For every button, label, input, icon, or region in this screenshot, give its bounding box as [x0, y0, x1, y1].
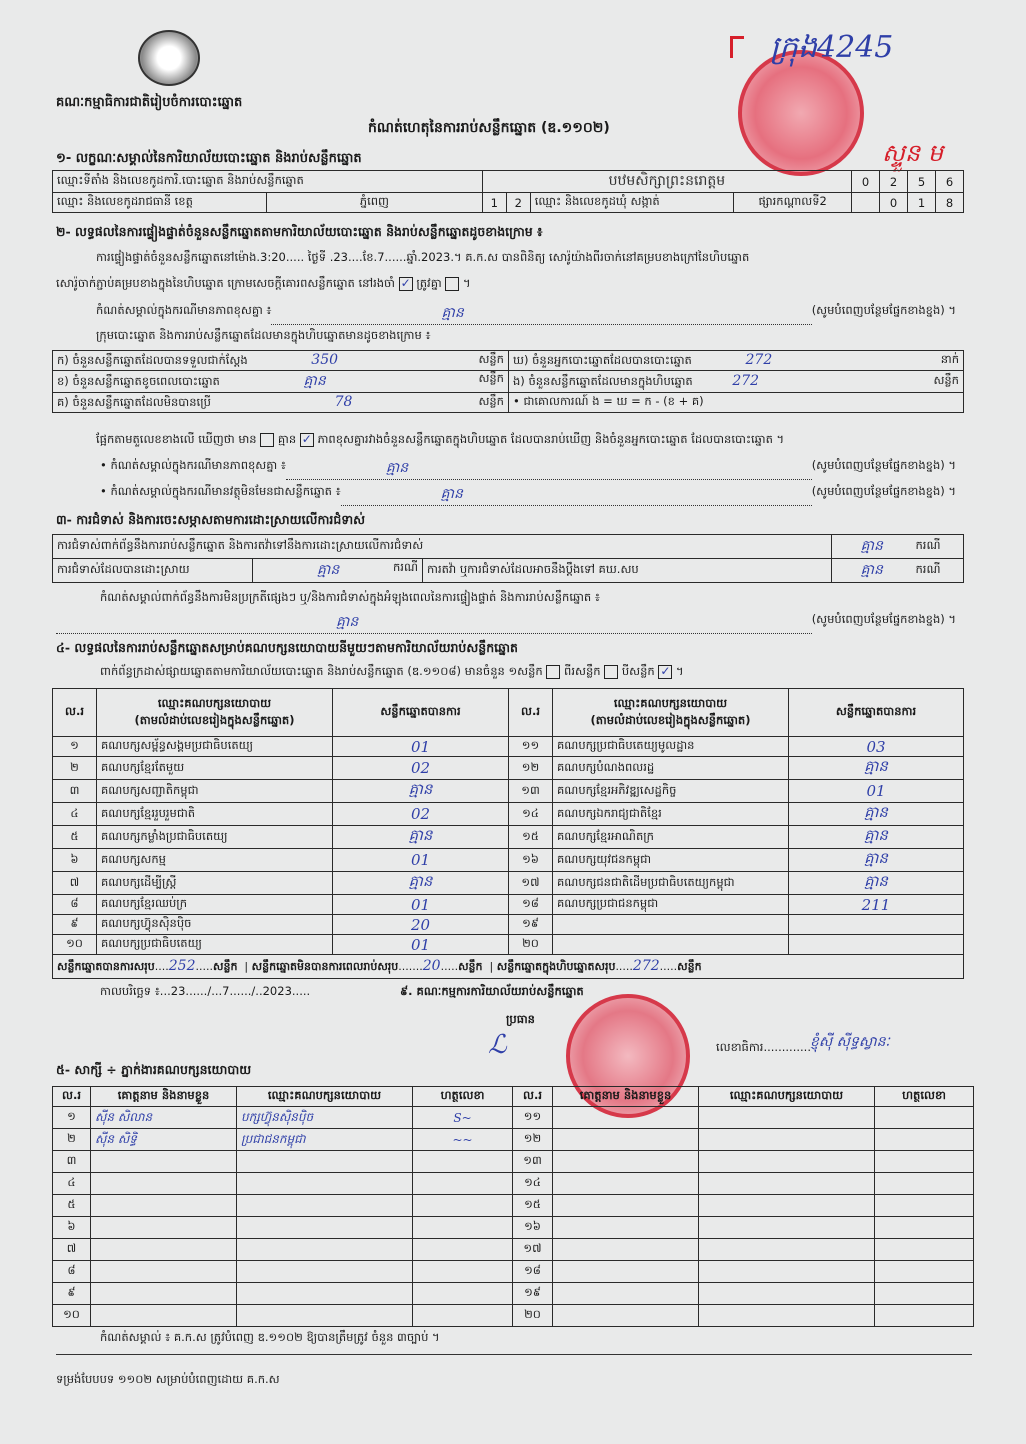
witness-party	[237, 1305, 413, 1327]
foreign-object-note: • កំណត់សម្គាល់ក្នុងករណីមានវត្ថុមិនមែនជាសន្លឹកឆ្នោត ៖ គ្មាន (សូមបំពេញបន្ថែមផ្នែកខាងខ្នង) ។	[100, 484, 956, 506]
witness-no: ៣	[53, 1151, 91, 1173]
witness-signature	[413, 1151, 513, 1173]
party-votes: គ្មាន	[333, 826, 509, 849]
witness-row	[53, 1217, 974, 1239]
section1-heading: ១- លក្ខណៈសម្គាល់នៃការិយាល័យបោះឆ្នោត និងរាប់សន្លឹកឆ្នោត	[56, 151, 362, 166]
commune-code-3: 8	[936, 193, 964, 213]
org-name: គណៈកម្មាធិការជាតិរៀបចំការបោះឆ្នោត	[56, 95, 243, 110]
code-4: 6	[936, 171, 964, 193]
witness-party	[699, 1217, 875, 1239]
discrepancy-line: ផ្អែកតាមតួលេខខាងលើ ឃើញថា មាន គ្មាន ✓ ភាពខុសគ្នារវាងចំនួនសន្លឹកឆ្នោតក្នុងហិបឆ្នោត ដែលបានរាប់ឃើញ និងចំនួនអ្នកបោះឆ្នោត ដែលបានបោះឆ្នោត ។	[96, 431, 785, 446]
witness-signature	[413, 1173, 513, 1195]
witness-row	[53, 1107, 974, 1129]
witness-name	[553, 1217, 699, 1239]
commune-label: ឈ្មោះ និងលេខកូដឃុំ សង្កាត់	[530, 193, 734, 213]
ballot-intro: ក្រុមបោះឆ្នោត និងការរាប់សន្លឹកឆ្នោតដែលមានក្នុងហិបឆ្នោតមានដូចខាងក្រោម ៖	[96, 328, 431, 342]
party-name: គណបក្សដើម្បីស្ត្រី	[97, 872, 333, 895]
witness-name	[91, 1195, 237, 1217]
witness-rows	[53, 1107, 974, 1327]
party-name	[553, 915, 789, 935]
difference-note-value: គ្មាន	[271, 303, 811, 325]
witness-no: ១២	[513, 1129, 553, 1151]
party-votes: 01	[333, 849, 509, 872]
province-code-2: 2	[506, 193, 530, 213]
row-a-label: ក) ចំនួនសន្លឹកឆ្នោតដែលបានទទួលជាក់ស្ដែង 350 សន្លឹក	[53, 351, 509, 371]
form-footer: ទម្រង់បែបបទ ១១០២ សម្រាប់បំពេញដោយ គ.ក.ស	[56, 1372, 280, 1386]
party-row	[53, 872, 964, 895]
section5-heading: ៥- សាក្សី ÷ ភ្នាក់ងារគណបក្សនយោបាយ	[56, 1062, 252, 1077]
witness-signature	[875, 1261, 974, 1283]
row-c-label: គ) ចំនួនសន្លឹកឆ្នោតដែលមិនបានប្រើ 78 សន្លឹក	[53, 393, 509, 413]
party-name	[553, 935, 789, 955]
date-line: កាលបរិច្ឆេទ ៖...23....../...7....../..2023.....	[100, 984, 311, 998]
appeal-value: គ្មាន	[832, 559, 912, 583]
commune-name: ផ្សារកណ្ដាលទី2	[734, 193, 852, 213]
party-row	[53, 895, 964, 915]
commune-code-1: 0	[880, 193, 908, 213]
witness-name	[91, 1283, 237, 1305]
witness-name	[553, 1173, 699, 1195]
secretary-label: លេខាធិការ.............	[716, 1040, 811, 1054]
party-votes: 01	[333, 895, 509, 915]
party-name: គណបក្សប្រជាជនកម្ពុជា	[553, 895, 789, 915]
col-party-2: ឈ្មោះគណបក្សនយោបាយ (តាមលំដាប់លេខរៀងក្នុងសន្លឹកឆ្នោត)	[553, 689, 789, 737]
party-no: ៨	[53, 895, 97, 915]
witness-no: ១៧	[513, 1239, 553, 1261]
party-name: គណបក្សខ្មែរតែមួយ	[97, 757, 333, 780]
witness-no: ១១	[513, 1107, 553, 1129]
witness-signature	[875, 1217, 974, 1239]
party-no: ៣	[53, 780, 97, 803]
witness-party	[699, 1195, 875, 1217]
station-name: បឋមសិក្សាព្រះនរោត្តម	[482, 171, 851, 193]
different-checkbox	[445, 277, 459, 291]
witness-no: ៩	[53, 1283, 91, 1305]
objection-unit: ករណី	[912, 535, 964, 559]
party-votes: គ្មាន	[789, 872, 964, 895]
witness-row	[53, 1173, 974, 1195]
witness-party	[699, 1239, 875, 1261]
col-party: ឈ្មោះគណបក្សនយោបាយ (តាមលំដាប់លេខរៀងក្នុងសន្លឹកឆ្នោត)	[97, 689, 333, 737]
party-no: ៩	[53, 915, 97, 935]
footer-divider	[56, 1354, 972, 1355]
chair-label: ប្រធាន	[506, 1012, 535, 1026]
witness-name: ស៊ីន សិលាន	[91, 1107, 237, 1129]
party-name: គណបក្សសញ្ជាតិកម្ពុជា	[97, 780, 333, 803]
party-votes: គ្មាន	[333, 872, 509, 895]
objection-label: ការជំទាស់ពាក់ព័ន្ធនឹងការរាប់សន្លឹកឆ្នោត និងការតវ៉ាទៅនឹងការដោះស្រាយលើការជំទាស់	[53, 535, 832, 559]
station-label: ឈ្មោះទីតាំង និងលេខកូដការិ.បោះឆ្នោត និងរាប់សន្លឹកឆ្នោត	[53, 171, 483, 193]
party-name: គណបក្សជនជាតិដើមប្រជាធិបតេយ្យកម្ពុជា	[553, 872, 789, 895]
col-votes-2: សន្លឹកឆ្នោតបានការ	[789, 689, 964, 737]
objection-table	[52, 534, 964, 583]
province-label: ឈ្មោះ និងលេខកូដរាជធានី ខេត្ត	[53, 193, 267, 213]
party-row	[53, 826, 964, 849]
difference-note: កំណត់សម្គាល់ក្នុងករណីមានភាពខុសគ្នា ៖ គ្មាន (សូមបំពេញបន្ថែមផ្នែកខាងខ្នង) ។	[96, 303, 956, 325]
col-votes: សន្លឹកឆ្នោតបានការ	[333, 689, 509, 737]
handwritten-number: ក្រុង4245	[770, 30, 894, 65]
witness-no: ១០	[53, 1305, 91, 1327]
col-no-2: ល.រ	[509, 689, 553, 737]
party-no: ២០	[509, 935, 553, 955]
party-row	[53, 849, 964, 872]
code-1: 0	[852, 171, 880, 193]
witness-party	[699, 1283, 875, 1305]
witness-no: ៤	[53, 1173, 91, 1195]
section4-heading: ៤- លទ្ធផលនៃការរាប់សន្លឹកឆ្នោតសម្រាប់គណបក្សនយោបាយនីមួយៗតាមការិយាល័យរាប់សន្លឹកឆ្នោត	[56, 640, 518, 655]
party-name: គណបក្សឯករាជ្យជាតិខ្មែរ	[553, 803, 789, 826]
same-checkbox: ✓	[400, 275, 411, 290]
party-no: ១	[53, 737, 97, 757]
witness-no: ៦	[53, 1217, 91, 1239]
handwritten-station: ស្ទួន ម	[882, 139, 943, 167]
committee-label: ៩. គណៈកម្មការការិយាល័យរាប់សន្លឹកឆ្នោត	[400, 984, 584, 998]
code-3: 5	[908, 171, 936, 193]
witness-row	[53, 1261, 974, 1283]
witness-name: ស៊ីន សិទ្ធិ	[91, 1129, 237, 1151]
party-no: ១៤	[509, 803, 553, 826]
party-votes: 02	[333, 757, 509, 780]
objection-value: គ្មាន	[832, 535, 912, 559]
party-no: ១៧	[509, 872, 553, 895]
party-no: ១១	[509, 737, 553, 757]
red-corner-mark	[730, 36, 744, 58]
col-no: ល.រ	[53, 689, 97, 737]
party-name: គណបក្សខ្មែរអភិវឌ្ឍសេដ្ឋកិច្ច	[553, 780, 789, 803]
footer-note: កំណត់សម្គាល់ ៖ គ.ក.ស ត្រូវបំពេញ ឌ.១១០២ ឱ្យបានត្រឹមត្រូវ ចំនួន ៣ច្បាប់ ។	[100, 1330, 440, 1344]
two-sheet-checkbox	[604, 665, 618, 679]
committee-logo	[138, 30, 200, 86]
party-no: ១៨	[509, 895, 553, 915]
irregularity-note-line: គ្មាន (សូមបំពេញបន្ថែមផ្នែកខាងខ្នង) ។	[56, 612, 956, 634]
code-2: 2	[880, 171, 908, 193]
row-e-label: ង) ចំនួនសន្លឹកឆ្នោតដែលមានក្នុងហិបឆ្នោត 272 សន្លឹក	[509, 371, 964, 393]
party-name: គណបក្សកម្លាំងប្រជាធិបតេយ្យ	[97, 826, 333, 849]
witness-no: ១	[53, 1107, 91, 1129]
witness-party	[237, 1283, 413, 1305]
party-name: គណបក្សប្រជាធិបតេយ្យមូលដ្ឋាន	[553, 737, 789, 757]
party-name: គណបក្សខ្មែរអាណិតក្រ	[553, 826, 789, 849]
resolved-value: គ្មាន ករណី	[253, 559, 423, 583]
party-no: ៤	[53, 803, 97, 826]
witness-signature	[413, 1239, 513, 1261]
party-name: គណបក្សសម្ព័ន្ធសង្គមប្រជាធិបតេយ្យ	[97, 737, 333, 757]
witness-signature	[875, 1305, 974, 1327]
none-checkbox: ✓	[301, 431, 312, 446]
party-votes: 01	[789, 780, 964, 803]
witness-party	[237, 1195, 413, 1217]
page-title: កំណត់ហេតុនៃការរាប់សន្លឹកឆ្នោត (ឌ.១១០២)	[368, 120, 610, 136]
province-code-1: 1	[482, 193, 506, 213]
witness-row	[53, 1151, 974, 1173]
witness-party	[237, 1261, 413, 1283]
witness-row	[53, 1195, 974, 1217]
witness-signature	[875, 1129, 974, 1151]
party-votes: 02	[333, 803, 509, 826]
has-checkbox	[260, 433, 274, 447]
section3-heading: ៣- ការជំទាស់ និងការចេះសម្ភាសតាមការដោះស្រាយលើការជំទាស់	[56, 512, 366, 527]
party-votes: 01	[333, 737, 509, 757]
blank-code	[852, 193, 880, 213]
witness-name	[91, 1151, 237, 1173]
resolved-label: ការជំទាស់ដែលបានដោះស្រាយ	[53, 559, 253, 583]
party-no: ៥	[53, 826, 97, 849]
appeal-label: ការតវ៉ា ឬការជំទាស់ដែលអាចនឹងប្ដឹងទៅ គឃ.សប	[423, 559, 832, 583]
witness-party	[237, 1239, 413, 1261]
party-row	[53, 803, 964, 826]
witness-name	[553, 1239, 699, 1261]
party-no: ២	[53, 757, 97, 780]
party-votes: គ្មាន	[333, 780, 509, 803]
party-votes	[789, 935, 964, 955]
witness-signature: ~~	[413, 1129, 513, 1151]
witness-party	[237, 1217, 413, 1239]
chair-signature: ℒ	[488, 1030, 507, 1060]
party-name: គណបក្សយុវជនកម្ពុជា	[553, 849, 789, 872]
witness-name	[91, 1173, 237, 1195]
witness-signature	[413, 1217, 513, 1239]
party-votes: 01	[333, 935, 509, 955]
witness-party	[237, 1173, 413, 1195]
witness-party	[237, 1151, 413, 1173]
witness-party: បក្សហ៊្វុនស៊ិនប៉ិច	[237, 1107, 413, 1129]
witness-party	[699, 1151, 875, 1173]
row-d-label: ឃ) ចំនួនអ្នកបោះឆ្នោតដែលបានបោះឆ្នោត 272 នាក់	[509, 351, 964, 371]
witness-name	[553, 1107, 699, 1129]
witness-name	[553, 1195, 699, 1217]
row-b-label: ខ) ចំនួនសន្លឹកឆ្នោតខូចពេលបោះឆ្នោត គ្មាន សន្លឹក	[53, 371, 509, 393]
witness-row	[53, 1283, 974, 1305]
witness-signature	[875, 1173, 974, 1195]
witness-name	[91, 1305, 237, 1327]
witness-name	[91, 1239, 237, 1261]
witness-no: ១៤	[513, 1173, 553, 1195]
witness-no: ៨	[53, 1261, 91, 1283]
witness-signature	[875, 1151, 974, 1173]
party-no: ៦	[53, 849, 97, 872]
witness-row	[53, 1129, 974, 1151]
commune-code-2: 1	[908, 193, 936, 213]
witness-party	[699, 1173, 875, 1195]
witness-party	[699, 1261, 875, 1283]
party-no: ១៥	[509, 826, 553, 849]
diff-note-2: • កំណត់សម្គាល់ក្នុងករណីមានភាពខុសគ្នា ៖ គ្មាន (សូមបំពេញបន្ថែមផ្នែកខាងខ្នង) ។	[100, 458, 956, 480]
witness-signature	[413, 1195, 513, 1217]
witness-name	[553, 1129, 699, 1151]
three-sheet-checkbox: ✓	[660, 663, 671, 678]
party-rows	[53, 737, 964, 955]
witness-no: ១៦	[513, 1217, 553, 1239]
party-votes: គ្មាន	[789, 826, 964, 849]
party-name: គណបក្សខ្មែរឈប់ក្រ	[97, 895, 333, 915]
province-name: ភ្នំពេញ	[267, 193, 483, 213]
witness-party	[699, 1305, 875, 1327]
party-votes: គ្មាន	[789, 849, 964, 872]
witness-signature: S~	[413, 1107, 513, 1129]
party-no: ១៣	[509, 780, 553, 803]
witness-name	[91, 1261, 237, 1283]
party-name: គណបក្សប្រជាធិបតេយ្យ	[97, 935, 333, 955]
witness-signature	[413, 1261, 513, 1283]
witness-signature	[875, 1239, 974, 1261]
party-votes: គ្មាន	[789, 757, 964, 780]
party-row	[53, 935, 964, 955]
witness-no: ១៩	[513, 1283, 553, 1305]
witness-no: ៥	[53, 1195, 91, 1217]
irregularity-note: កំណត់សម្គាល់ពាក់ព័ន្ធនឹងការមិនប្រក្រតីផ្សេងៗ ឬ/និងការជំទាស់ក្នុងអំឡុងពេលនៃការផ្ទៀងផ្ទាត់ និងការរាប់សន្លឹកឆ្នោត ៖	[100, 590, 600, 604]
station-info-table	[52, 170, 964, 213]
witness-no: ២០	[513, 1305, 553, 1327]
witness-name	[553, 1151, 699, 1173]
witness-signature	[413, 1283, 513, 1305]
party-votes: គ្មាន	[789, 803, 964, 826]
witness-party	[699, 1107, 875, 1129]
row-formula: • ជាគោលការណ៍ ង = ឃ = ក - (ខ + គ)	[509, 393, 964, 413]
witness-name	[91, 1217, 237, 1239]
party-name: គណបក្សហ៊្វុនស៊ិនប៉ិច	[97, 915, 333, 935]
party-no: ១០	[53, 935, 97, 955]
party-name: គណបក្សបំណងពលរដ្ឋ	[553, 757, 789, 780]
witness-no: ១៣	[513, 1151, 553, 1173]
witness-no: ៧	[53, 1239, 91, 1261]
party-results-table	[52, 688, 964, 979]
verification-text-2: សោរ៉ូចាក់ភ្ជាប់គម្របខាងក្នុងនៃហិបឆ្នោត ក្រោមសេចក្ដីគោរពសន្លឹកឆ្នោត នៅរងចាំ ✓ ត្រូវគ្នា ។	[56, 275, 471, 290]
appeal-unit: ករណី	[912, 559, 964, 583]
party-votes: 211	[789, 895, 964, 915]
totals-row: សន្លឹកឆ្នោតបានការសរុប....252.....សន្លឹក | សន្លឹកឆ្នោតមិនបានការពេលរាប់សរុប.......20.....សន្លឹក | សន្លឹកឆ្នោតក្នុងហិបឆ្នោតសរុប.....272.....សន្លឹក	[53, 955, 964, 979]
witness-row	[53, 1305, 974, 1327]
party-votes	[789, 915, 964, 935]
witness-row	[53, 1239, 974, 1261]
party-no: ១២	[509, 757, 553, 780]
witness-name	[553, 1283, 699, 1305]
party-name: គណបក្សខ្មែររួបរួមជាតិ	[97, 803, 333, 826]
witness-party	[699, 1129, 875, 1151]
witness-name	[553, 1305, 699, 1327]
party-row	[53, 780, 964, 803]
witness-signature	[875, 1283, 974, 1305]
party-no: ១៦	[509, 849, 553, 872]
party-row	[53, 915, 964, 935]
verification-text-1: ការផ្ទៀងផ្ទាត់ចំនួនសន្លឹកឆ្នោតនៅម៉ោង.3:20..... ថ្ងៃទី .23....ខែ.7......ឆ្នាំ.2023.។ គ.ក.ស បានពិនិត្យ សោរ៉ូយ៉ាងពីរចាក់នៅគម្របខាងក្រៅនៃហិបឆ្នោត	[96, 250, 750, 264]
party-no: ១៩	[509, 915, 553, 935]
party-no: ៧	[53, 872, 97, 895]
witness-signature	[875, 1107, 974, 1129]
party-row	[53, 737, 964, 757]
party-name: គណបក្សសកម្ម	[97, 849, 333, 872]
witness-no: ២	[53, 1129, 91, 1151]
party-votes: 20	[333, 915, 509, 935]
party-row	[53, 757, 964, 780]
annex-line: ពាក់ព័ន្ធក្រដាស់ផ្សាយឆ្នោតតាមការិយាល័យបោះឆ្នោត និងរាប់សន្លឹកឆ្នោត (ឌ.១១០៨) មានចំនួន ១សន្លឹក ពីរសន្លឹក បីសន្លឹក ✓ ។	[100, 663, 684, 678]
witness-signature	[875, 1195, 974, 1217]
witness-name	[553, 1261, 699, 1283]
section2-heading: ២- លទ្ធផលនៃការផ្ទៀងផ្ទាត់ចំនួនសន្លឹកឆ្នោតតាមការិយាល័យបោះឆ្នោត និងរាប់សន្លឹកឆ្នោតដូចខាងក្រោម ៖	[56, 224, 543, 239]
secretary-signature: ខ្ញុំសុី ស៊ីទ្ធស្វានៈ	[810, 1034, 890, 1050]
witness-no: ១៨	[513, 1261, 553, 1283]
witness-table: ល.រ គោត្តនាម និងនាមខ្លួន ឈ្មោះគណបក្សនយោបាយ ហត្ថលេខា ល.រ គោត្តនាម និងនាមខ្លួន ឈ្មោះគណបក្សនយោបាយ ហត្ថលេខា ១ ស៊ីន សិលាន បក្សហ៊្វុនស៊ិនប៉ិច S~ ១១ ២ ស៊ីន សិទ្ធិ ប្រជាជនកម្ពុជា ~~ ១២ ៣ ១៣ ៤ ១៤ ៥ ១៥ ៦ ១៦ ៧ ១៧ ៨ ១៨ ៩ ១៩ ១០ ២០	[52, 1086, 974, 1327]
witness-no: ១៥	[513, 1195, 553, 1217]
witness-signature	[413, 1305, 513, 1327]
party-votes: 03	[789, 737, 964, 757]
one-sheet-checkbox	[546, 665, 560, 679]
witness-party: ប្រជាជនកម្ពុជា	[237, 1129, 413, 1151]
ballot-count-table	[52, 350, 964, 413]
